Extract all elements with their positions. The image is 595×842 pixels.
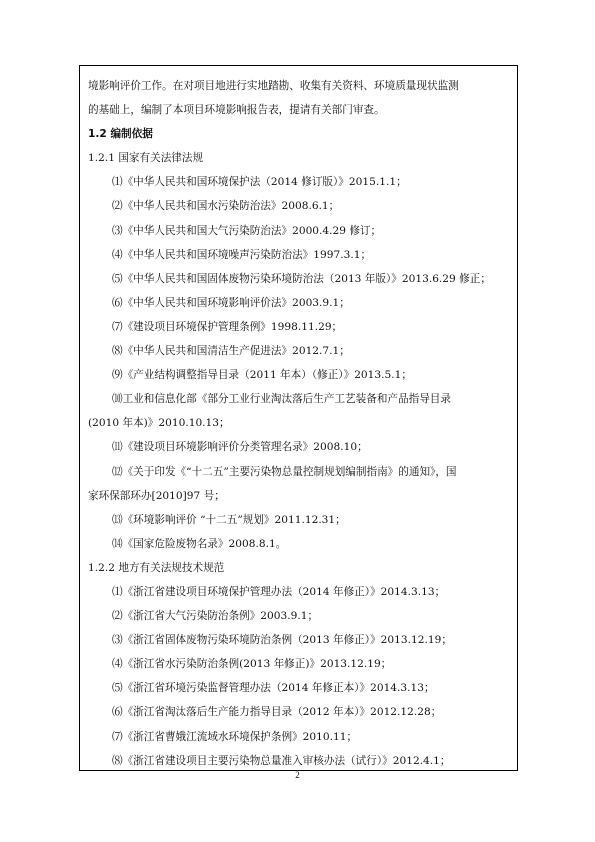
list-item: ⑽工业和信息化部《部分工业行业淘汰落后生产工艺装备和产品指导目录 xyxy=(112,393,451,406)
subsection-heading: 1.2.1 国家有关法律法规 xyxy=(88,152,204,165)
list-item: ⑸《中华人民共和国固体废物污染环境防治法（2013 年版）》2013.6.29 修正； xyxy=(112,272,491,285)
list-item: ⑴《中华人民共和国环境保护法（2014 修订版）》2015.1.1； xyxy=(112,176,407,189)
intro-line: 境影响评价工作。在对项目地进行实地踏勘、收集有关资料、环境质量现状监测 xyxy=(88,80,459,92)
list-item: ⑶《浙江省固体废物污染环境防治条例（2013 年修正）》2013.12.19； xyxy=(112,634,452,647)
list-item: ⑻《中华人民共和国清洁生产促进法》2012.7.1； xyxy=(112,345,350,358)
list-item: ⑺《浙江省曹娥江流域水环境保护条例》2010.11； xyxy=(112,730,358,743)
list-item: ⑵《浙江省大气污染防治条例》2003.9.1； xyxy=(112,610,319,623)
list-item: ⑼《产业结构调整指导目录（2011 年本）（修正）》2013.5.1； xyxy=(112,369,412,382)
list-item: ⑾《建设项目环境影响评价分类管理名录》2008.10； xyxy=(112,441,368,454)
intro-line: 的基础上，编制了本项目环境影响报告表，提请有关部门审查。 xyxy=(88,104,385,117)
section-heading: 1.2 编制依据 xyxy=(88,128,153,141)
list-item: ⑺《建设项目环境保护管理条例》1998.11.29； xyxy=(112,320,343,333)
list-item: ⒁《国家危险废物名录》2008.8.1。 xyxy=(112,537,287,550)
list-item: ⑵《中华人民共和国水污染防治法》2008.6.1； xyxy=(112,200,340,213)
list-item-continuation: (2010 年本)》2010.10.13； xyxy=(88,417,230,430)
list-item: ⑷《浙江省水污染防治条例(2013 年修正)》2013.12.19； xyxy=(112,658,392,671)
list-item: ⑹《中华人民共和国环境影响评价法》2003.9.1； xyxy=(112,296,350,309)
list-item: ⑶《中华人民共和国大气污染防治法》2000.4.29 修订； xyxy=(112,224,382,237)
list-item: ⑹《浙江省淘汰落后生产能力指导目录（2012 年本）》2012.12.28； xyxy=(112,706,442,719)
subsection-heading: 1.2.2 地方有关法规技术规范 xyxy=(88,561,225,574)
list-item: ⑴《浙江省建设项目环境保护管理办法（2014 年修正）》2014.3.13； xyxy=(112,585,446,598)
list-item: ⑸《浙江省环境污染监督管理办法（2014 年修正本）》2014.3.13； xyxy=(112,682,435,695)
list-item: ⒀《环境影响评价 “十二五”规划》2011.12.31； xyxy=(112,513,346,526)
list-item: ⑿《关于印发《“十二五”主要污染物总量控制规划编制指南》的通知》，国 xyxy=(112,465,457,478)
national-law-list xyxy=(88,170,512,556)
list-item: ⑻《浙江省建设项目主要污染物总量准入审核办法（试行）》2012.4.1； xyxy=(112,754,451,767)
list-item: ⑷《中华人民共和国环境噪声污染防治法》1997.3.1； xyxy=(112,248,372,261)
document-body xyxy=(88,74,512,773)
page-number: 2 xyxy=(295,770,300,780)
local-regulation-list xyxy=(88,580,512,773)
list-item-continuation: 家环保部环办[2010]97 号； xyxy=(88,489,225,502)
